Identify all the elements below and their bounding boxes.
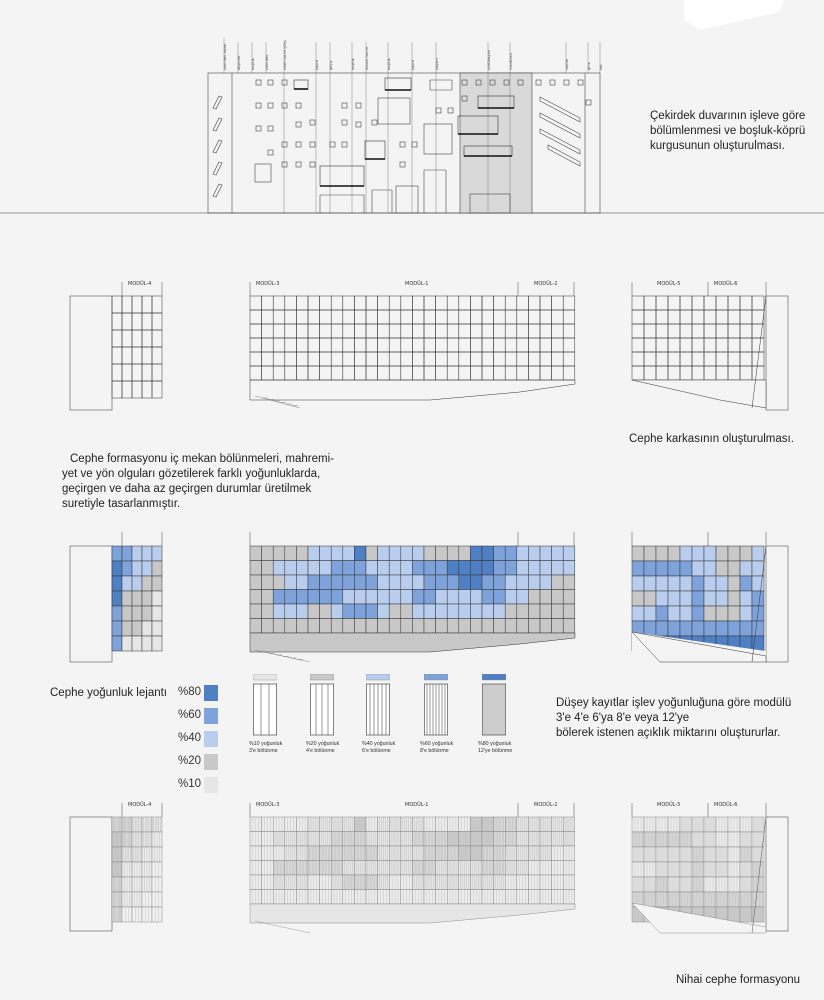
svg-text:çekirdek: çekirdek <box>265 54 269 70</box>
module-4-label: MODÜL-4 <box>128 281 152 287</box>
svg-text:merdiven: merdiven <box>509 52 513 70</box>
svg-text:köprü: köprü <box>411 59 415 70</box>
mullion-type-caption: %20 yoğunluk 4'e bölünme <box>306 741 340 754</box>
legend-label: %40 <box>178 732 202 744</box>
svg-text:ıslak hacim girişi: ıslak hacim girişi <box>283 39 287 70</box>
svg-text:kat: kat <box>599 64 603 70</box>
module-2-label: MODÜL-2 <box>534 281 558 287</box>
svg-text:boşluk: boşluk <box>351 58 355 70</box>
legend-swatch <box>204 754 218 770</box>
svg-text:döşeme: döşeme <box>237 55 241 70</box>
mullion-type-caption: %60 yoğunluk 8'e bölünme <box>420 741 454 754</box>
legend-label: %80 <box>178 686 202 698</box>
caption-final: Nihai cephe formasyonu <box>676 974 801 986</box>
module-1-label-final: MODÜL-1 <box>405 802 429 808</box>
legend-title: Cephe yoğunluk lejantı <box>50 687 167 699</box>
legend-swatch <box>204 777 218 793</box>
svg-text:boşluk: boşluk <box>251 58 255 70</box>
module-2-label-final: MODÜL-2 <box>534 802 558 808</box>
module-1-label: MODÜL-1 <box>405 281 429 287</box>
module-4-label-final: MODÜL-4 <box>128 802 152 808</box>
mullion-type-caption: %10 yoğunluk 3'e bölünme <box>249 741 283 754</box>
mullion-type-3 <box>366 674 390 736</box>
caption-mullions: Düşey kayıtlar işlev yoğunluğuna göre modülü 3'e 4'e 6'ya 8'e veya 12'ye bölerek istenen açıklık miktarını oluştururlar. <box>556 697 792 739</box>
caption-core: Çekirdek duvarının işleve göre bölümlenmesi ve boşluk-köprü kurgusunun oluşturulması. <box>650 110 806 152</box>
legend-swatch <box>204 708 218 724</box>
svg-text:boşluk: boşluk <box>387 58 391 70</box>
mullion-type-4 <box>424 674 448 736</box>
module-5-label-final: MODÜL-5 <box>657 802 681 808</box>
svg-text:teknik hacim: teknik hacim <box>365 46 369 70</box>
module-3-label-final: MODÜL-3 <box>256 802 280 808</box>
caption-frame: Cephe karkasının oluşturulması. <box>629 433 794 445</box>
mullion-type-caption: %80 yoğunluk 12'ye bölünme <box>478 741 513 754</box>
svg-text:cephe: cephe <box>565 59 569 70</box>
legend-label: %60 <box>178 709 202 721</box>
svg-text:sirkülasyon: sirkülasyon <box>487 49 491 70</box>
module-5-label: MODÜL-5 <box>657 281 681 287</box>
module-6-label: MODÜL-6 <box>714 281 738 287</box>
legend-label: %10 <box>178 778 202 790</box>
svg-text:yaşam: yaşam <box>435 58 439 70</box>
svg-text:giriş: giriş <box>587 62 591 70</box>
mullion-type-1 <box>253 674 277 736</box>
legend-swatch <box>204 685 218 701</box>
svg-text:köprü: köprü <box>315 59 319 70</box>
svg-text:çekirdek duvar: çekirdek duvar <box>223 43 227 70</box>
module-3-label: MODÜL-3 <box>256 281 280 287</box>
legend-swatch <box>204 731 218 747</box>
caption-formation: Cephe formasyonu iç mekan bölünmeleri, mahremi- yet ve yön olguları gözetilerek farklı yoğunluklarda, geçirgen ve daha az geçirgen durumlar üretilmek suretiyle tasarlanmıştır. <box>62 453 334 510</box>
mullion-type-caption: %40 yoğunluk 6'e bölünme <box>362 741 396 754</box>
legend-label: %20 <box>178 755 202 767</box>
module-6-label-final: MODÜL-6 <box>714 802 738 808</box>
mullion-type-5 <box>482 674 506 736</box>
svg-text:geçiş: geçiş <box>329 60 333 70</box>
mullion-type-2 <box>310 674 334 736</box>
